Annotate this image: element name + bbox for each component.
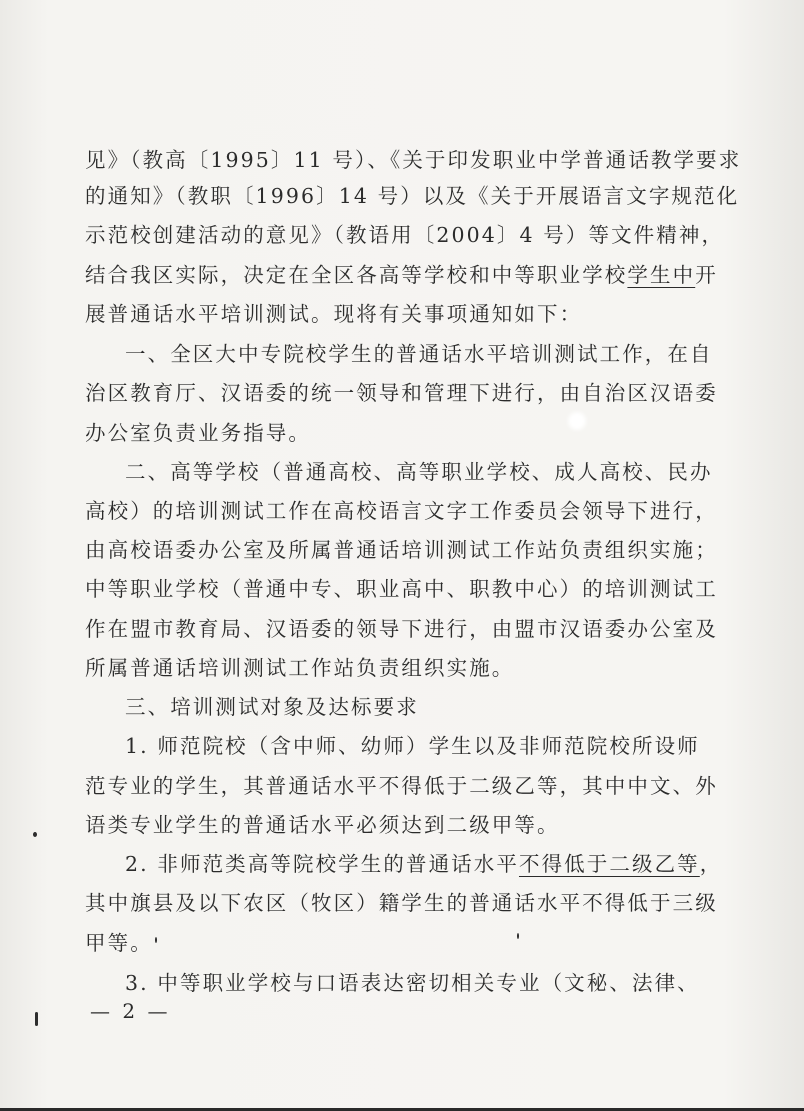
text-line-6: 一、全区大中专院校学生的普通话水平培训测试工作，在自	[125, 342, 713, 366]
text-line-19-start: 2. 非师范类高等院校学生的普通话水平	[125, 852, 519, 876]
text-line-8: 办公室负责业务指导。	[85, 421, 311, 445]
text-line-19-end: ，	[699, 852, 723, 876]
text-line-21: 甲等。	[85, 931, 153, 955]
text-line-4	[85, 262, 718, 288]
text-line-15: 三、培训测试对象及达标要求	[125, 695, 419, 719]
scan-glare	[568, 412, 586, 430]
text-line-4-end: 开	[695, 263, 718, 287]
text-line-4-start: 结合我区实际，决定在全区各高等学校和中等职业学校	[85, 263, 628, 287]
text-line-7: 治区教育厅、汉语委的统一领导和管理下进行，由自治区汉语委	[85, 381, 718, 405]
text-line-13: 作在盟市教育局、汉语委的领导下进行，由盟市汉语委办公室及	[85, 617, 718, 641]
text-line-1: 见》（教高〔1995〕11 号）、《关于印发职业中学普通话教学要求	[85, 148, 742, 172]
scan-speck	[33, 832, 37, 837]
text-line-12: 中等职业学校（普通中专、职业高中、职教中心）的培训测试工	[85, 577, 718, 601]
underlined-phrase-students: 学生中	[627, 263, 696, 287]
underlined-phrase-level: 不得低于二级乙等	[518, 852, 700, 876]
text-line-11: 由高校语委办公室及所属普通话培训测试工作站负责组织实施；	[85, 538, 718, 562]
scan-speck	[155, 937, 157, 943]
text-line-10: 高校）的培训测试工作在高校语言文字工作委员会领导下进行，	[85, 499, 718, 523]
scan-speck	[35, 1012, 38, 1026]
text-line-5: 展普通话水平培训测试。现将有关事项通知如下：	[85, 302, 583, 326]
text-line-20: 其中旗县及以下农区（牧区）籍学生的普通话水平不得低于三级	[85, 891, 718, 915]
text-line-22: 3. 中等职业学校与口语表达密切相关专业（文秘、法律、	[125, 971, 700, 995]
text-line-9: 二、高等学校（普通高校、高等职业学校、成人高校、民办	[125, 460, 713, 484]
text-line-17: 范专业的学生，其普通话水平不得低于二级乙等，其中中文、外	[85, 774, 718, 798]
page-number: — 2 —	[90, 999, 171, 1023]
text-line-2: 的通知》（教职〔1996〕14 号）以及《关于开展语言文字规范化	[85, 184, 740, 208]
text-line-18: 语类专业学生的普通话水平必须达到二级甲等。	[85, 813, 560, 837]
text-line-14: 所属普通话培训测试工作站负责组织实施。	[85, 656, 515, 680]
scan-speck	[517, 933, 519, 939]
text-line-19	[125, 851, 722, 877]
text-line-16: 1. 师范院校（含中师、幼师）学生以及非师范院校所设师	[125, 734, 700, 758]
text-line-3: 示范校创建活动的意见》（教语用〔2004〕4 号）等文件精神，	[85, 223, 725, 247]
